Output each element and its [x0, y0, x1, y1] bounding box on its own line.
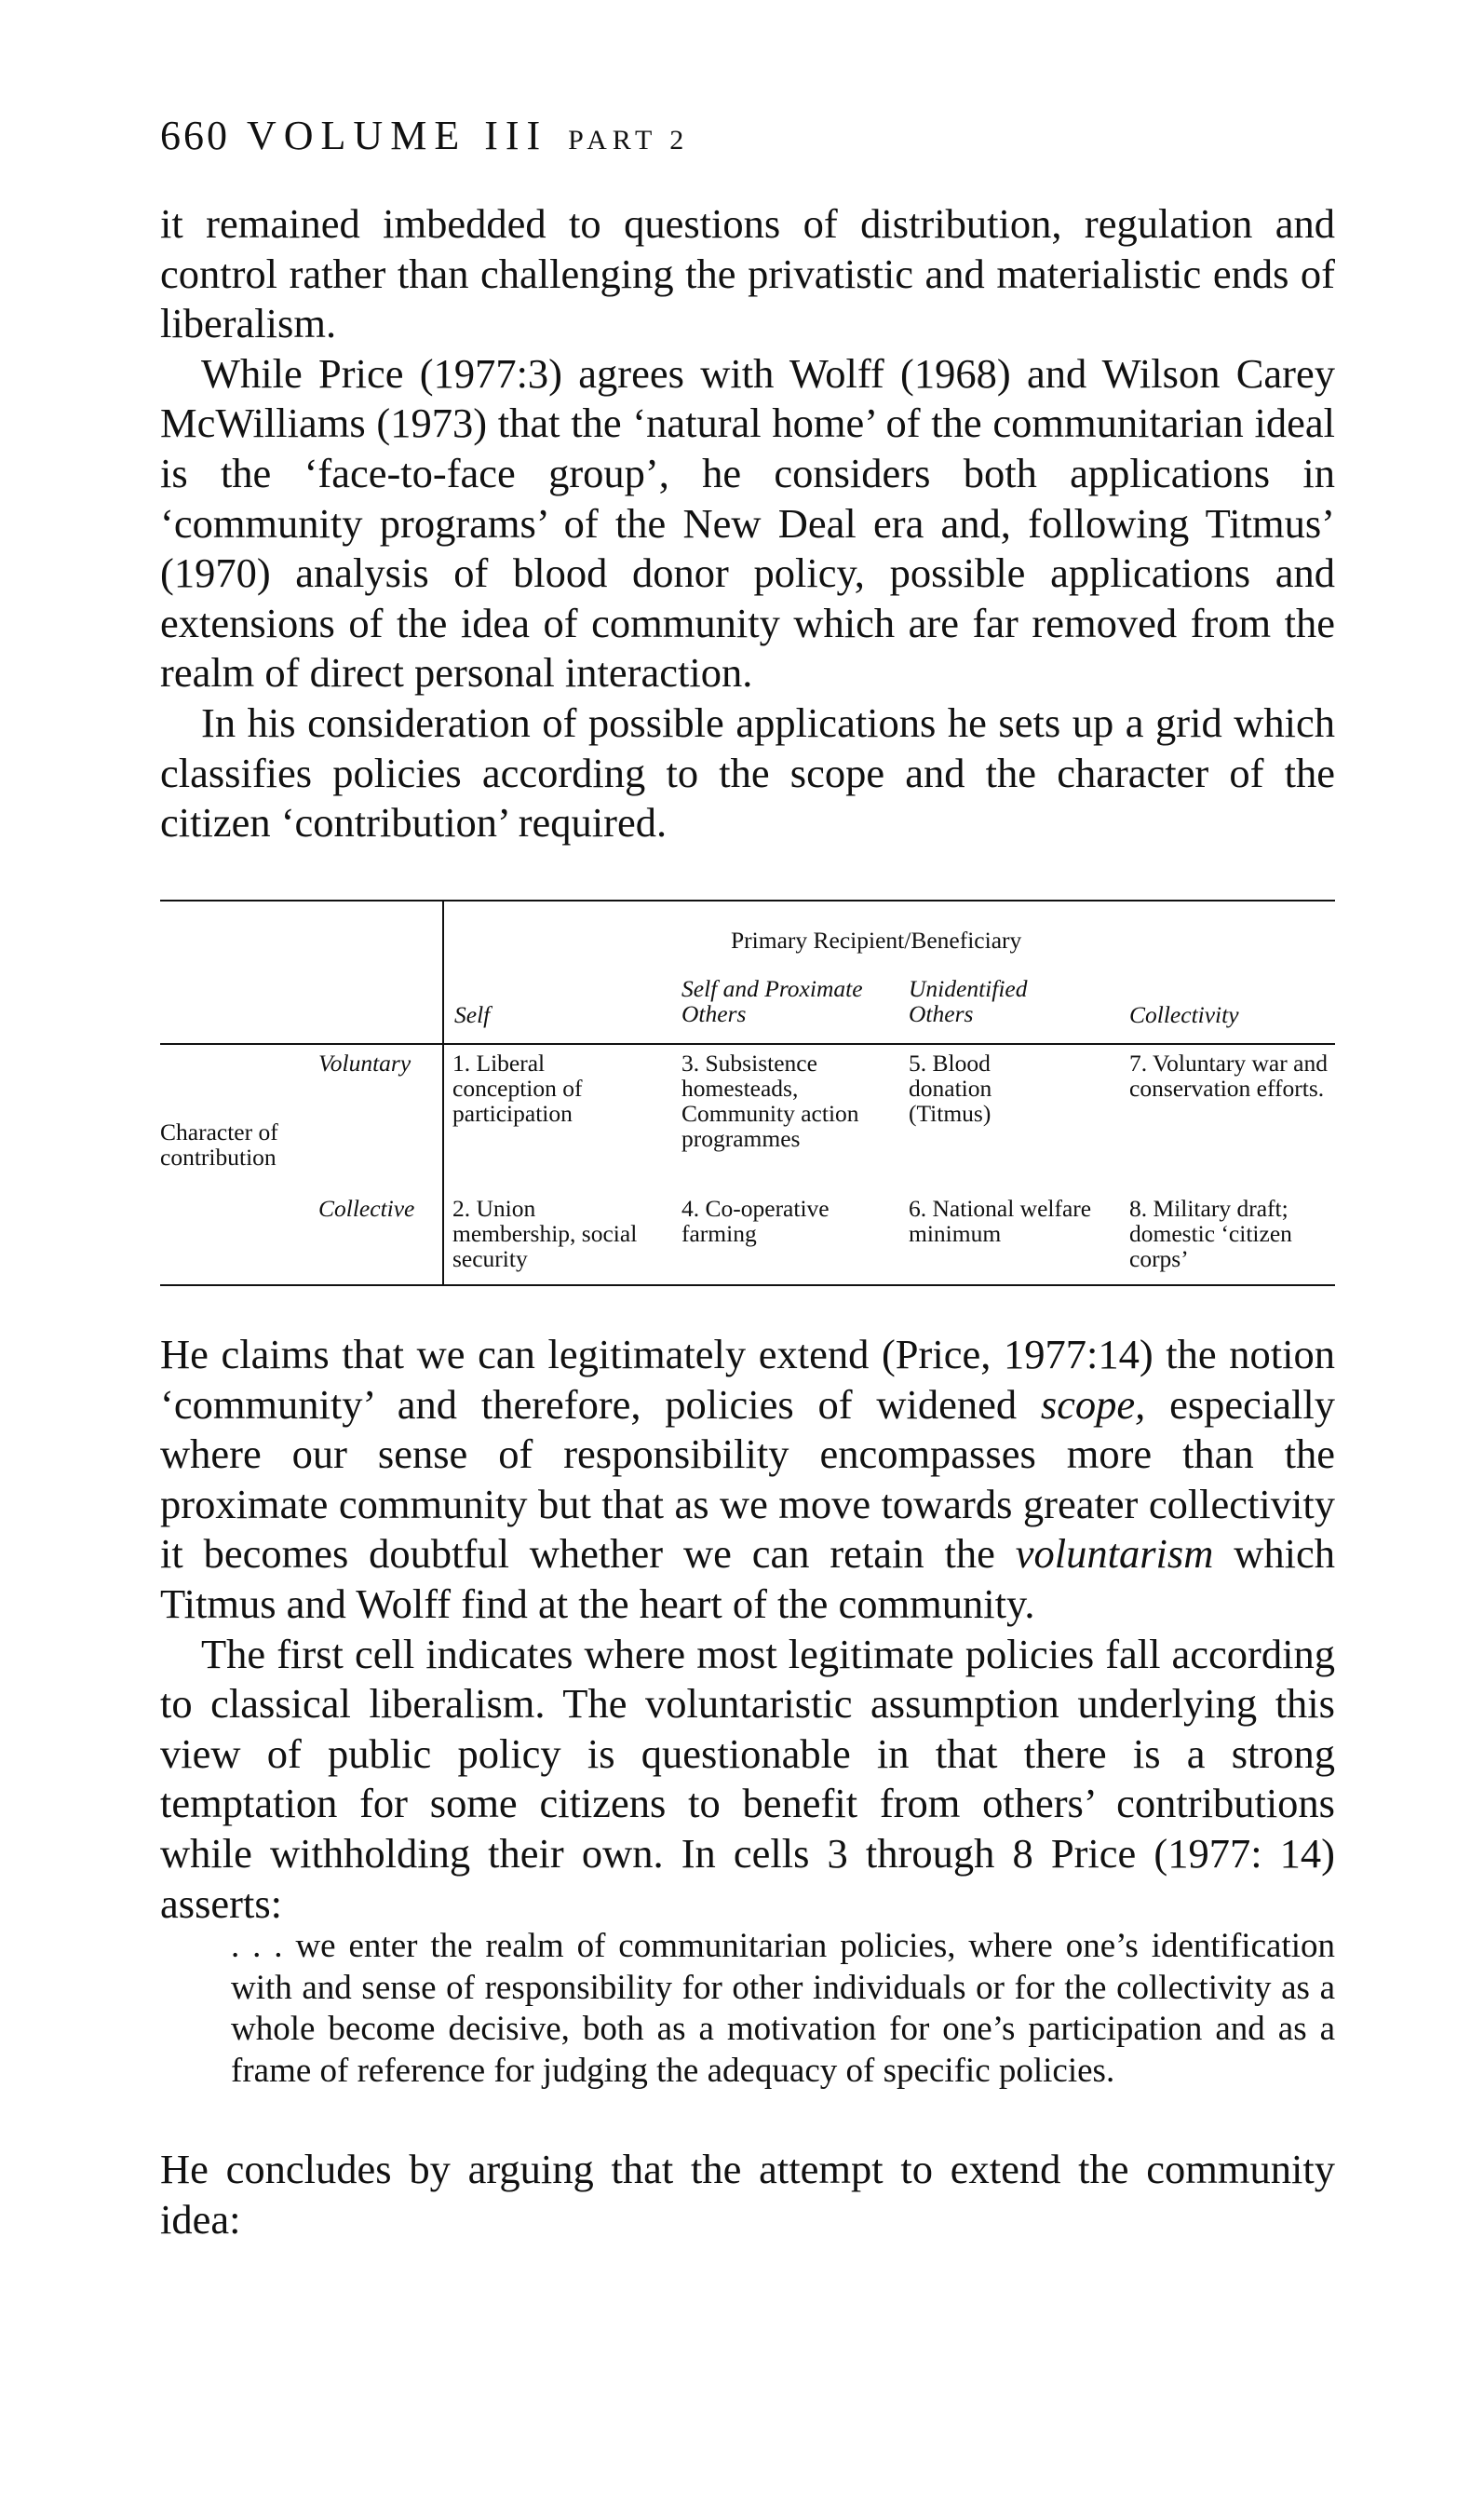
middle-text-block	[160, 1330, 1335, 1929]
classification-table	[160, 900, 1335, 1286]
page-number: 660	[160, 113, 230, 158]
paragraph-first-cell: The first cell indicates where most legitimate policies fall according to classical liberalism. The voluntaristic assumption underlying this view of public policy is questionable in that there is a strong temptation for some citizens to benefit from others’ contributions while withholding their own. In cells 3 through 8 Price (1977: 14) asserts:	[160, 1630, 1335, 1927]
closing-text-block	[160, 2145, 1335, 2244]
table-header-rule	[160, 1043, 1335, 1045]
column-header-unidentified: Unidentified Others	[909, 975, 1028, 1027]
text-run: especially where our sense of responsibility encompasses more than the proximate community but that as we move towards greater collectivity it becomes doubtful whether we can retain the	[160, 1380, 1335, 1578]
table-cell-4: 4. Co-operative farming	[681, 1195, 830, 1247]
row-label-voluntary: Voluntary	[318, 1050, 411, 1077]
top-text-block	[160, 199, 1335, 848]
row-group-label: Character of contribution	[160, 1118, 278, 1171]
table-cell-8: 8. Military draft; domestic ‘citizen corps’	[1129, 1195, 1292, 1272]
part-label: PART 2	[568, 125, 690, 156]
block-quote: . . . we enter the realm of communitarian policies, where one’s identification with and sense of responsibility for other individuals or for the collectivity as a whole become decisive, both as a motivation for one’s participation and as a frame of reference for judging the adequacy of specific policies.	[231, 1927, 1335, 2090]
table-cell-3: 3. Subsistence homesteads, Community action programmes	[681, 1050, 859, 1152]
column-header-self-proximate: Self and Proximate Others	[681, 975, 863, 1027]
paragraph-continuation: it remained imbedded to questions of distribution, regulation and control rather than challenging the privatistic and materialistic ends of liberalism.	[160, 200, 1335, 347]
row-label-collective: Collective	[318, 1195, 415, 1222]
text-run: He claims that we can legitimately extend (Price, 1977:14) the notion ‘community’ and therefore, policies of widened	[160, 1331, 1335, 1428]
table-cell-1: 1. Liberal conception of participation	[452, 1050, 583, 1127]
table-cell-2: 2. Union membership, social security	[452, 1195, 638, 1272]
paragraph-legitimate-extend	[160, 1330, 1335, 1630]
paragraph-concludes: He concludes by arguing that the attempt to extend the community idea:	[160, 2146, 1335, 2243]
table-vertical-rule	[442, 900, 444, 1286]
text-run: which Titmus and Wolff find at the heart of the community.	[160, 1530, 1335, 1627]
paragraph-grid-intro: In his consideration of possible applications he sets up a grid which classifies policies according to the scope and the character of the citizen ‘contribution’ required.	[160, 698, 1335, 847]
paragraph-price-wolff: While Price (1977:3) agrees with Wolff (1968) and Wilson Carey McWilliams (1973) that the ‘natural home’ of the communitarian ideal is the ‘face-to-face group’, he considers both applications in ‘community programs’ of the New Deal era and, following Titmus’ (1970) analysis of blood donor policy, possible applications and extensions of the idea of community which are far removed from the realm of direct personal interaction.	[160, 349, 1335, 697]
running-head	[160, 112, 689, 159]
volume-label: VOLUME III	[247, 113, 548, 158]
table-cell-5: 5. Blood donation (Titmus)	[909, 1050, 992, 1127]
table-cell-6: 6. National welfare minimum	[909, 1195, 1092, 1247]
column-header-collectivity: Collectivity	[1129, 1001, 1239, 1028]
column-header-self: Self	[454, 1001, 491, 1028]
table-top-rule	[160, 900, 1335, 902]
table-cell-7: 7. Voluntary war and conservation efforts.	[1129, 1050, 1328, 1102]
emphasis-voluntarism: voluntarism	[1015, 1530, 1214, 1578]
table-super-header: Primary Recipient/Beneficiary	[731, 927, 1022, 954]
table-bottom-rule	[160, 1284, 1335, 1286]
emphasis-scope: scope,	[1040, 1380, 1146, 1428]
